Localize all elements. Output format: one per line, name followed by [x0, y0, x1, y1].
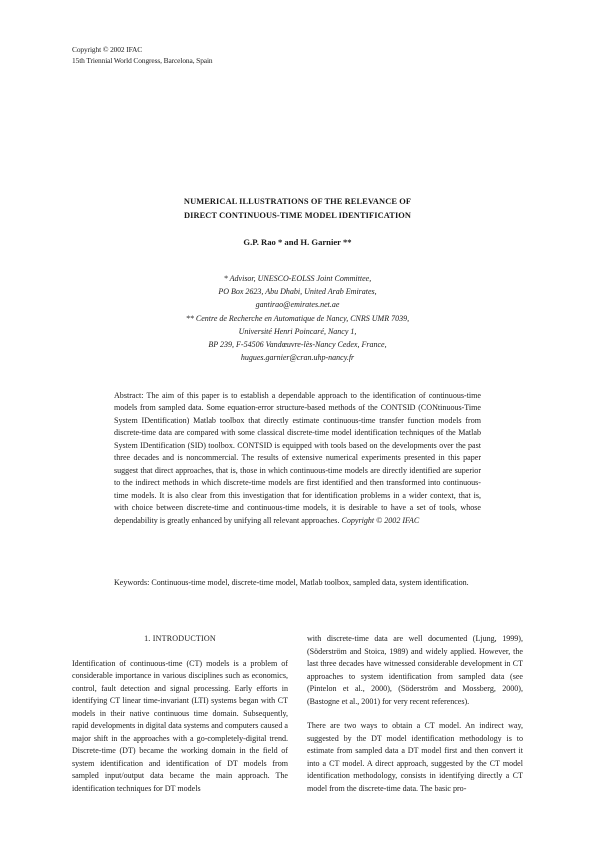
affiliation-line: Université Henri Poincaré, Nancy 1, — [238, 326, 357, 336]
title-line-2: DIRECT CONTINUOUS-TIME MODEL IDENTIFICATION — [183, 211, 412, 220]
section-heading: 1. INTRODUCTION — [144, 634, 216, 643]
congress-line: 15th Triennial World Congress, Barcelona, Spain — [72, 56, 213, 65]
copyright-line: Copyright © 2002 IFAC — [72, 45, 143, 54]
right-column — [307, 633, 523, 795]
left-column — [72, 633, 288, 795]
abstract-copyright: Copyright © 2002 IFAC — [341, 515, 420, 525]
copyright-header — [72, 44, 213, 66]
affiliations — [0, 272, 595, 364]
affiliation-line: PO Box 2623, Abu Dhabi, United Arab Emirates, — [218, 287, 377, 297]
email-link[interactable]: gantirao@emirates.net.ae — [255, 300, 340, 310]
abstract — [114, 390, 481, 527]
affiliation-line: ** Centre de Recherche en Automatique de Nancy, CNRS UMR 7039, — [185, 313, 410, 323]
paper-title — [0, 195, 595, 223]
title-line-1: NUMERICAL ILLUSTRATIONS OF THE RELEVANCE OF — [183, 197, 412, 206]
body-paragraph: There are two ways to obtain a CT model. An indirect way, suggested by the DT model identification methodology is to estimate from sampled data a DT model first and then convert it into a CT model. A direct approach, suggested by the CT model identification methodology, consists in identifying directly a CT model from the discrete-time data. The basic pro- — [307, 721, 523, 793]
keywords: Keywords: Continuous-time model, discrete-time model, Matlab toolbox, sampled data, system identification. — [114, 578, 469, 587]
authors: G.P. Rao * and H. Garnier ** — [243, 237, 352, 247]
body-paragraph: with discrete-time data are well documented (Ljung, 1999), (Söderström and Stoica, 1989) and widely applied. However, the last three decades have witnessed considerable development in CT approaches to system identification from sampled data (see (Pintelon et al., 2000), (Söderström and Mossberg, 2000), (Bastogne et al., 2001) for very recent references). — [307, 634, 523, 706]
email-link[interactable]: hugues.garnier@cran.uhp-nancy.fr — [240, 353, 355, 363]
affiliation-line: * Advisor, UNESCO-EOLSS Joint Committee, — [223, 274, 372, 283]
body-paragraph: Identification of continuous-time (CT) models is a problem of considerable importance in various disciplines such as economics, control, fault detection and signal processing. Early efforts in identifying CT linear time-invariant (LTI) systems began with CT models in their native continuous time domain. Subsequently, rapid developments in digital data systems and computers caused a major shift in the approaches with a go-completely-digital trend. Discrete-time (DT) became the working domain in the field of system identification and identification of DT models from sampled input/output data became the main approach. The identification techniques for DT models — [72, 658, 288, 793]
affiliation-line: BP 239, F-54506 Vandœuvre-lès-Nancy Cedex, France, — [208, 340, 387, 350]
abstract-text: Abstract: The aim of this paper is to establish a dependable approach to the identification of continuous-time models from sampled data. Some equation-error structure-based methods of the CONTSID (CONtinuous-Time System IDentification) Matlab toolbox that directly estimate continuous-time transfer function models from discrete-time data are compared with some classical discrete-time model identification techniques of the Matlab System IDentification (SID) toolbox. CONTSID is equipped with tools based on the developments over the past three decades and is noncommercial. The results of extensive numerical experiments presented in this paper suggest that direct approaches, that is, those in which continuous-time models are directly identified are superior to the indirect methods in which discrete-time models are first identified and then transformed into continuous-time models. It is also clear from this investigation that for identification problems in a wider context, that is, with choice between discrete-time and continuous-time models, it is desirable to have a set of tools, whose dependability is greatly enhanced by unifying all relevant approaches. — [114, 391, 481, 525]
